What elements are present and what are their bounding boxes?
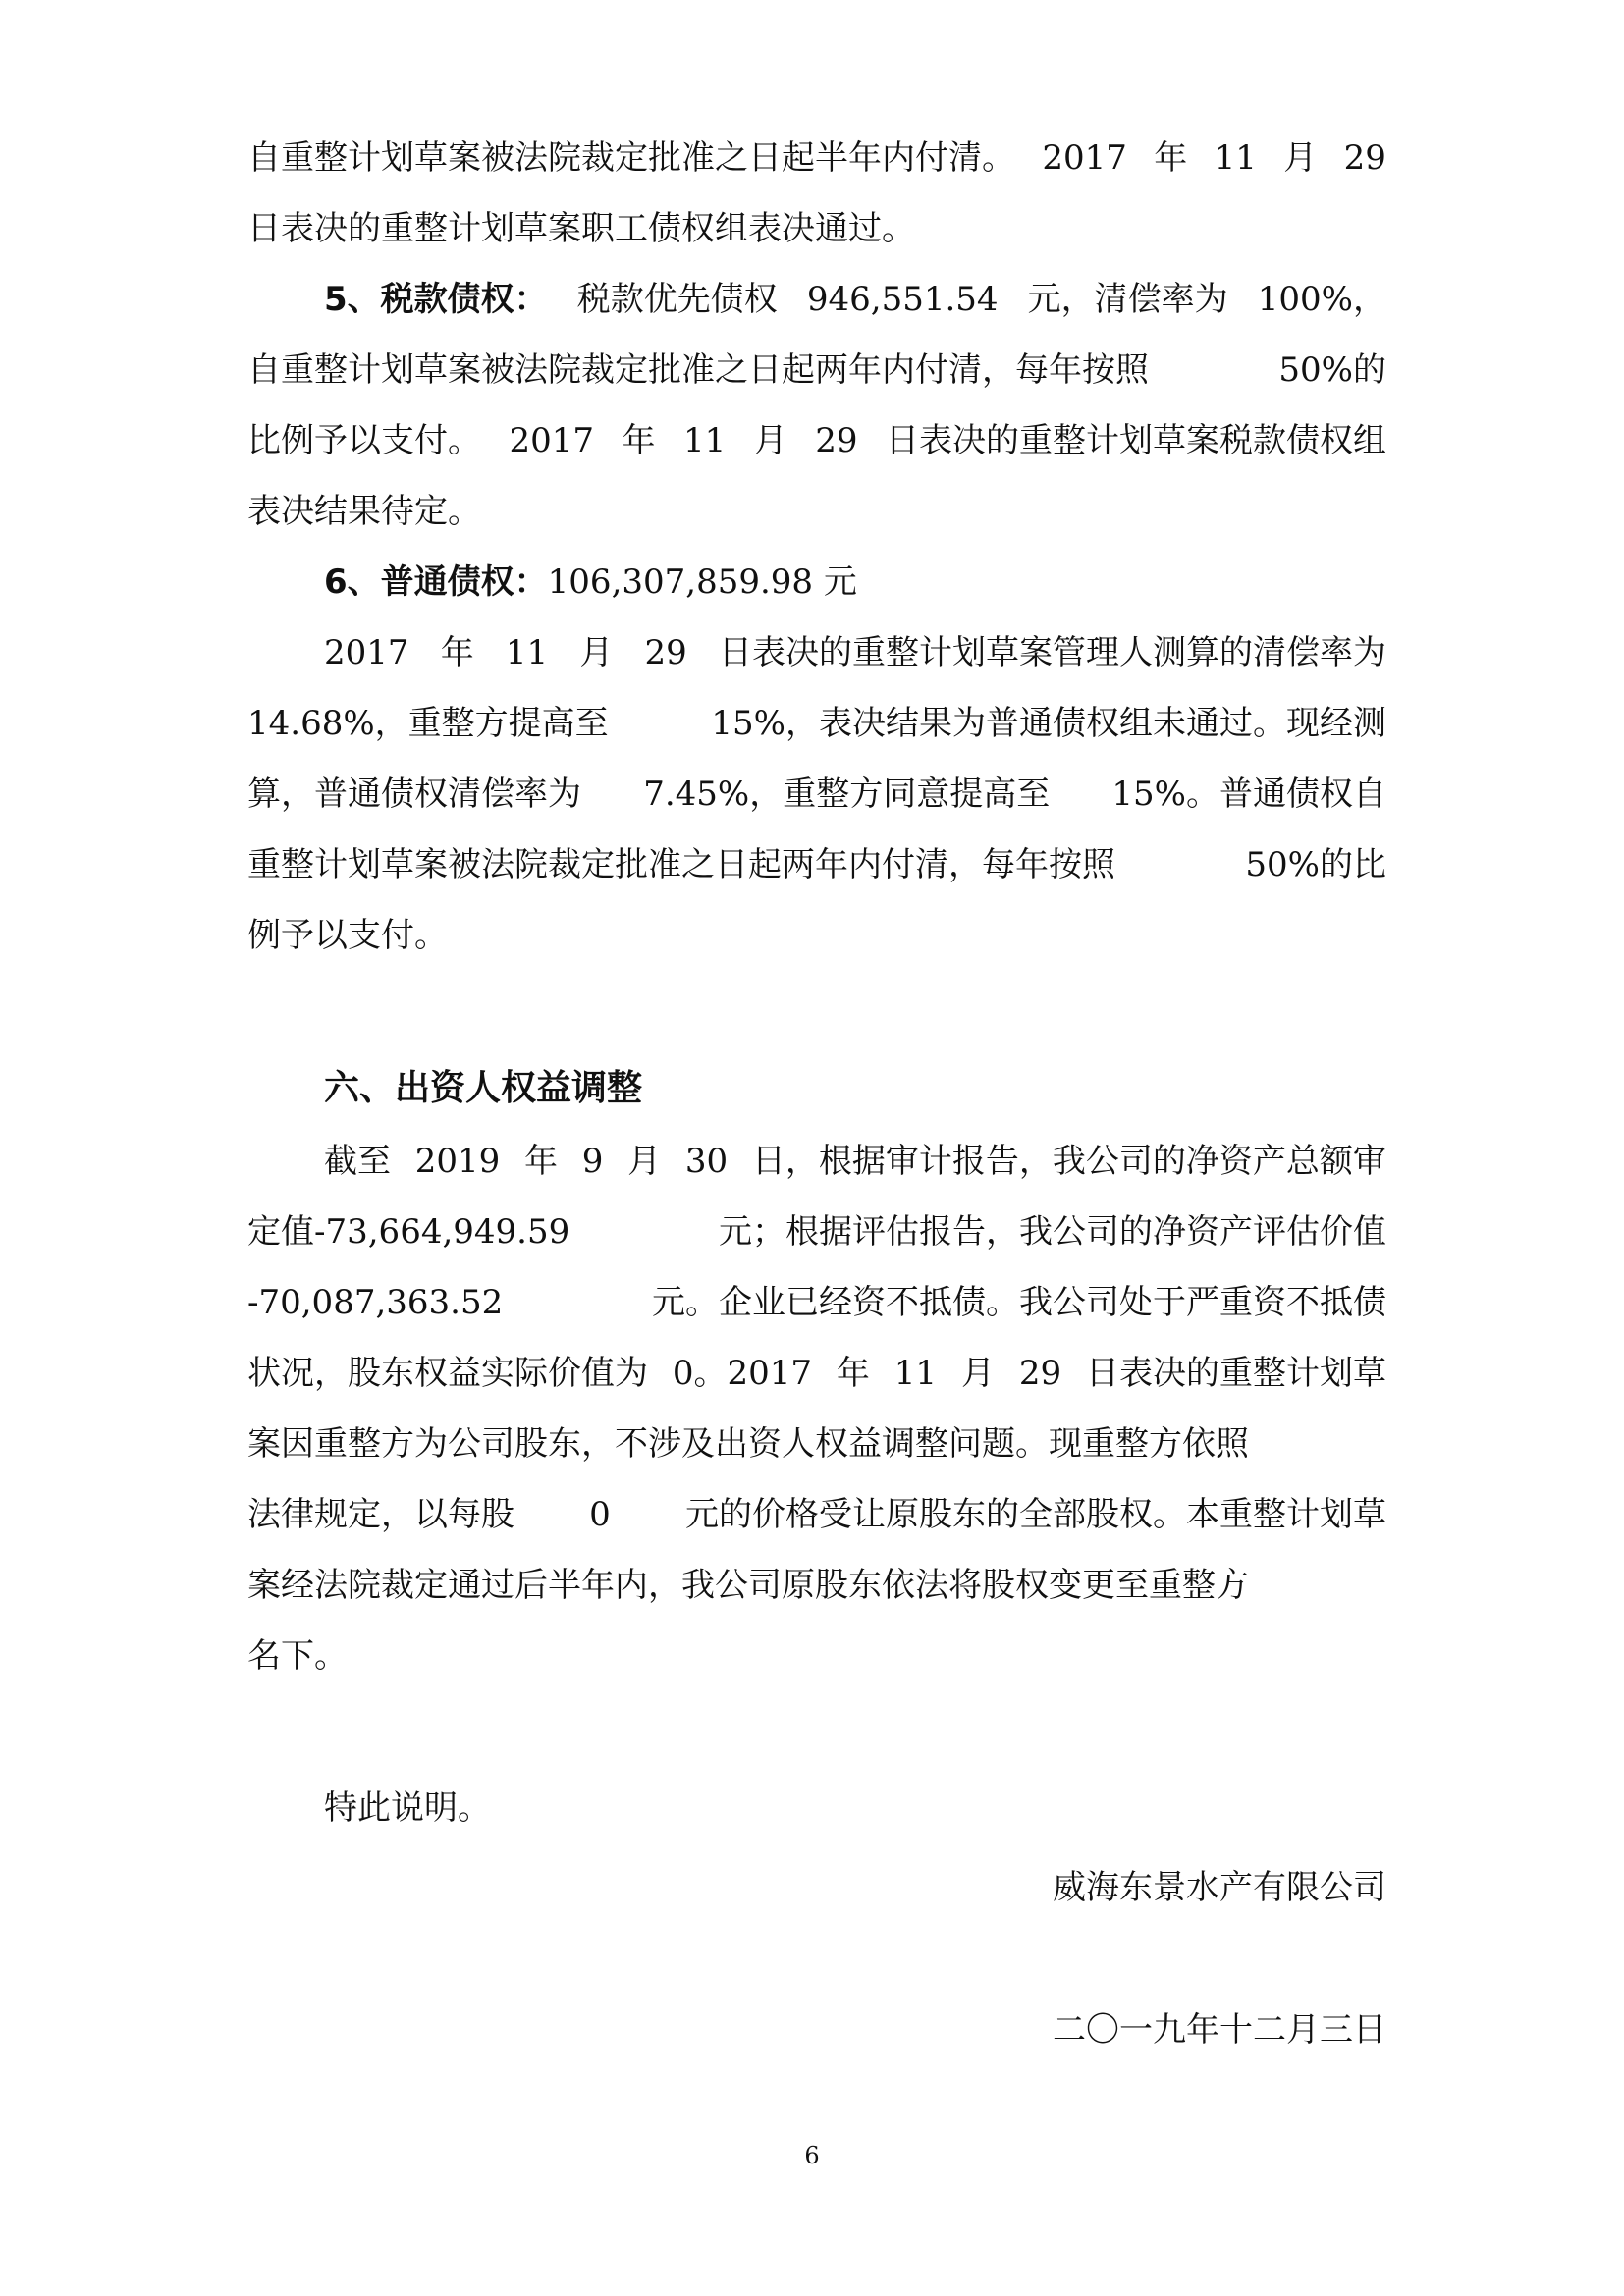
text-run: 日表决的重整计划草案管理人测算的清偿率为 [719, 633, 1386, 672]
text-run: 29 [644, 633, 687, 672]
text-run: 11 [682, 421, 727, 460]
body-line [247, 405, 1386, 476]
ordinary-claim-amount: 106,307,859.98 元 [547, 562, 857, 602]
text-run: 7.45%，重整方同意提高至 [643, 774, 1051, 814]
page-number: 6 [804, 2142, 820, 2169]
text-run: 11 [505, 633, 549, 672]
text-run: 29 [815, 421, 858, 460]
body-line [324, 617, 1386, 688]
text-run: 2017 [509, 421, 595, 460]
text-run: 年 [440, 633, 474, 672]
text-run: 月 [753, 421, 787, 460]
text-run: 名下。 [247, 1636, 348, 1676]
text-run: 月 [1283, 138, 1318, 178]
signature-company: 威海东景水产有限公司 [1053, 1868, 1386, 1907]
ordinary-claim-line [324, 547, 1386, 617]
text-run: 年 [524, 1142, 559, 1181]
body-line [247, 1267, 1386, 1338]
text-run: 年 [622, 421, 656, 460]
text-run: 元的价格受让原股东的全部股权。本重整计划草 [684, 1495, 1386, 1534]
body-line [247, 829, 1386, 900]
text-run: 15%，表决结果为普通债权组未通过。现经测 [711, 704, 1386, 743]
text-run: 自重整计划草案被法院裁定批准之日起两年内付清，每年按照 [247, 350, 1149, 390]
text-run: 算，普通债权清偿率为 [247, 774, 581, 814]
text-run: 0。2017 [672, 1354, 813, 1393]
text-run: 月 [627, 1142, 662, 1181]
text-run: 日表决的重整计划草案职工债权组表决通过。 [247, 209, 915, 248]
text-run: 状况，股东权益实际价值为 [247, 1354, 648, 1393]
text-run: 元。企业已经资不抵债。我公司处于严重资不抵债 [652, 1283, 1386, 1322]
body-line [247, 123, 1386, 193]
tax-claim-line [324, 264, 1386, 335]
text-run: 截至 [324, 1142, 391, 1181]
body-line [247, 335, 1386, 405]
text-run: 29 [1343, 138, 1386, 178]
text-run: 9 [581, 1142, 604, 1181]
text-run: 2017 [324, 633, 409, 672]
text-run: -70,087,363.52 [247, 1283, 504, 1322]
text-run: 30 [684, 1142, 729, 1181]
text-run: 表决结果待定。 [247, 492, 481, 531]
text-run: 50%的比 [1245, 845, 1386, 884]
text-run: 月 [960, 1354, 995, 1393]
text-run: 29 [1018, 1354, 1062, 1393]
text-run: 2019 [414, 1142, 501, 1181]
text-run: 946,551.54 [806, 280, 999, 319]
text-run: 11 [1214, 138, 1257, 178]
text-run: 自重整计划草案被法院裁定批准之日起半年内付清。 [247, 138, 1015, 178]
text-run: 元，清偿率为 [1027, 280, 1228, 319]
text-run: 50%的 [1278, 350, 1386, 390]
text-run: 100%， [1257, 280, 1386, 319]
body-line [247, 1550, 1386, 1621]
text-run: 0 [589, 1495, 611, 1534]
text-run: 2017 [1042, 138, 1127, 178]
text-run: 比例予以支付。 [247, 421, 481, 460]
text-run: 定值-73,664,949.59 [247, 1212, 570, 1252]
text-run: 11 [893, 1354, 938, 1393]
body-line [247, 476, 1386, 547]
body-line [247, 688, 1386, 759]
body-line [247, 1479, 1386, 1550]
text-run: 日表决的重整计划草 [1085, 1354, 1386, 1393]
body-line [247, 1621, 1386, 1691]
signature-date: 二〇一九年十二月三日 [1053, 2010, 1386, 2050]
body-line [247, 759, 1386, 829]
text-run: 日表决的重整计划草案税款债权组 [885, 421, 1386, 460]
text-run: 税款优先债权 [576, 280, 778, 319]
body-line [247, 1197, 1386, 1267]
body-line [247, 1338, 1386, 1409]
text-run: 案因重整方为公司股东，不涉及出资人权益调整问题。现重整方依照 [247, 1424, 1249, 1464]
text-run: 日，根据审计报告，我公司的净资产总额审 [751, 1142, 1386, 1181]
section-heading: 六、出资人权益调整 [324, 1068, 643, 1108]
text-run: 14.68%，重整方提高至 [247, 704, 609, 743]
text-run: 重整计划草案被法院裁定批准之日起两年内付清，每年按照 [247, 845, 1115, 884]
text-run: 例予以支付。 [247, 916, 448, 955]
body-line [247, 193, 1386, 264]
closing-statement: 特此说明。 [324, 1789, 491, 1828]
tax-claim-label: 5、税款债权： [324, 280, 548, 319]
text-run: 元；根据评估报告，我公司的净资产评估价值 [719, 1212, 1386, 1252]
body-line [247, 1409, 1386, 1479]
text-run: 年 [1154, 138, 1188, 178]
body-line [324, 1126, 1386, 1197]
text-run: 案经法院裁定通过后半年内，我公司原股东依法将股权变更至重整方 [247, 1566, 1249, 1605]
body-line [247, 900, 1386, 971]
text-run: 月 [579, 633, 614, 672]
ordinary-claim-label: 6、普通债权： [324, 562, 548, 602]
text-run: 年 [836, 1354, 870, 1393]
text-run: 15%。普通债权自 [1111, 774, 1386, 814]
text-run: 法律规定，以每股 [247, 1495, 514, 1534]
